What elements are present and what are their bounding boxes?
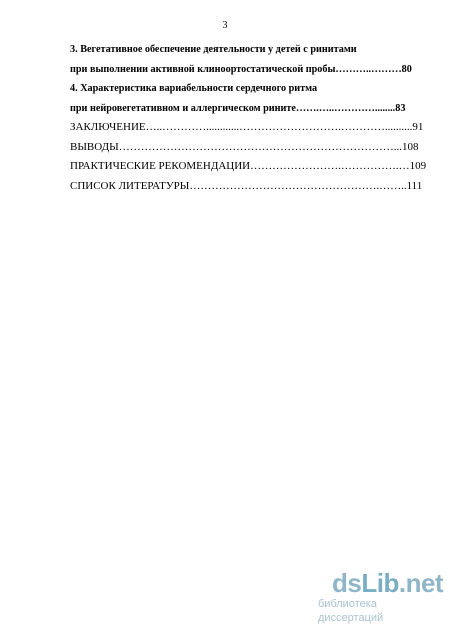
toc-entry-4-continuation: при нейровегетативном и аллергическом рините…….…..…………........83 (70, 102, 406, 114)
toc-entry-3-continuation: при выполнении активной клиноортостатической пробы………..………80 (70, 63, 412, 75)
toc-entry-findings: ВЫВОДЫ…………………………………………………………………...108 (70, 140, 419, 153)
logo-ds-part: ds (332, 568, 362, 598)
logo-net-part: .net (398, 568, 444, 598)
dslib-watermark (318, 568, 444, 625)
toc-entry-bibliography: СПИСОК ЛИТЕРАТУРЫ…………………………………………….……..111 (70, 179, 423, 192)
watermark-subtitle: библиотека диссертаций (318, 598, 384, 624)
table-of-contents (70, 40, 427, 196)
logo-lib-part: Lib (361, 568, 399, 598)
page-number: 3 (222, 20, 228, 31)
toc-entry-recommendations: ПРАКТИЧЕСКИЕ РЕКОМЕНДАЦИИ…………………….…………….…109 (70, 160, 427, 172)
toc-entry-4-title: 4. Характеристика вариабельности сердечного ритма (70, 83, 318, 94)
toc-entry-conclusion: ЗАКЛЮЧЕНИЕ…..…………............……………………….…………..........91 (70, 121, 424, 133)
toc-entry-3-title: 3. Вегетативное обеспечение деятельности у детей с ринитами (70, 44, 357, 55)
dslib-logo (332, 568, 444, 598)
